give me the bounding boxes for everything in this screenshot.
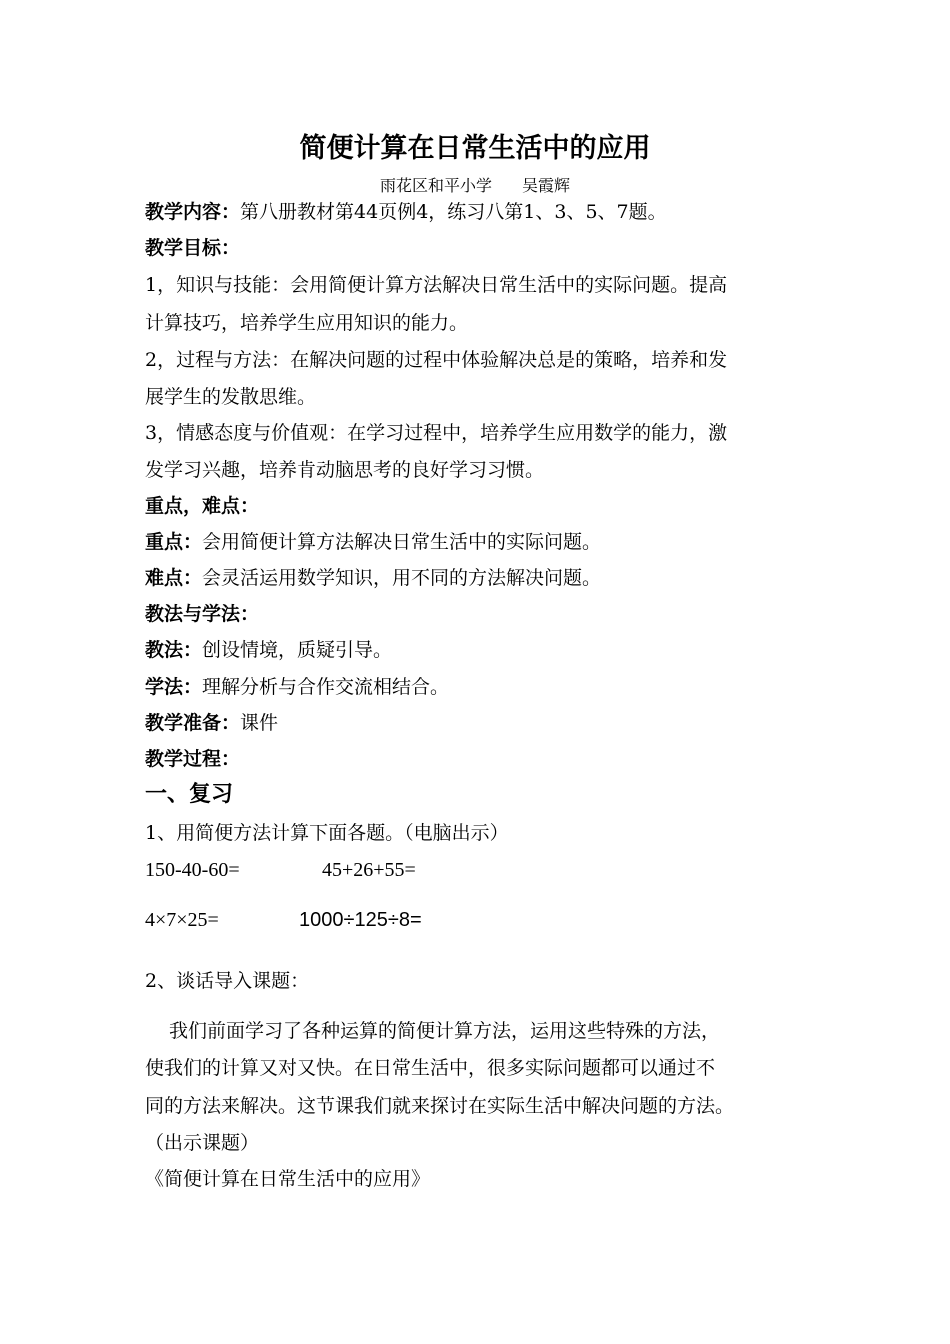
teaching-method-label: 教法： — [145, 639, 203, 661]
key-point-line — [145, 529, 825, 555]
learning-method-label: 学法： — [145, 676, 203, 698]
preparation-text: 课件 — [240, 712, 279, 734]
learning-method-line — [145, 674, 825, 700]
preparation-label: 教学准备： — [145, 712, 241, 734]
difficult-point-line — [145, 565, 825, 591]
difficult-point-label: 难点： — [145, 567, 203, 589]
lesson-topic: 《简便计算在日常生活中的应用》 — [145, 1168, 431, 1190]
keypoints-label: 重点，难点： — [145, 495, 260, 517]
goal-2-line-1: 2，过程与方法：在解决问题的过程中体验解决总是的策略，培养和发 — [145, 349, 728, 371]
author-name: 吴霞辉 — [522, 176, 571, 195]
goal-3-line-1: 3，情感态度与价值观：在学习过程中，培养学生应用数学的能力，激 — [145, 422, 728, 444]
learning-method-text: 理解分析与合作交流相结合。 — [202, 676, 450, 698]
teaching-method-line — [145, 637, 825, 663]
intro-paragraph-line-4: （出示课题） — [145, 1132, 260, 1154]
intro-paragraph-line-3: 同的方法来解决。这节课我们就来探讨在实际生活中解决问题的方法。 — [145, 1095, 735, 1117]
section-review-heading: 一、复习 — [145, 782, 234, 807]
intro-paragraph-line-2: 使我们的计算又对又快。在日常生活中，很多实际问题都可以通过不 — [145, 1057, 716, 1079]
goal-2-line-2: 展学生的发散思维。 — [145, 386, 317, 408]
question-1: 1、用简便方法计算下面各题。（电脑出示） — [145, 822, 509, 844]
goal-1-line-2: 计算技巧，培养学生应用知识的能力。 — [145, 312, 469, 334]
teaching-method-text: 创设情境，质疑引导。 — [202, 639, 393, 661]
keypoints-heading — [145, 493, 825, 519]
process-heading — [145, 746, 825, 772]
process-label: 教学过程： — [145, 748, 241, 770]
methods-heading — [145, 601, 825, 627]
methods-label: 教法与学法： — [145, 603, 260, 625]
page-title: 简便计算在日常生活中的应用 — [299, 133, 651, 164]
expression-3: 4×7×25= — [145, 909, 219, 931]
key-point-label: 重点： — [145, 531, 203, 553]
author-school: 雨花区和平小学 — [379, 176, 492, 195]
goals-label: 教学目标： — [145, 237, 241, 259]
question-2: 2、谈话导入课题： — [145, 970, 310, 992]
key-point-text: 会用简便计算方法解决日常生活中的实际问题。 — [202, 531, 602, 553]
author-line — [0, 175, 950, 197]
content-text: 第八册教材第44页例4，练习八第1、3、5、7题。 — [240, 201, 667, 223]
content-line — [145, 199, 825, 225]
difficult-point-text: 会灵活运用数学知识，用不同的方法解决问题。 — [202, 567, 602, 589]
intro-paragraph-line-1: 我们前面学习了各种运算的简便计算方法，运用这些特殊的方法， — [169, 1020, 721, 1042]
goals-heading — [145, 235, 825, 261]
goal-1-line-1: 1，知识与技能：会用简便计算方法解决日常生活中的实际问题。提高 — [145, 274, 728, 296]
expression-4: 1000÷125÷8= — [299, 909, 422, 931]
goal-3-line-2: 发学习兴趣，培养肯动脑思考的良好学习习惯。 — [145, 459, 545, 481]
expression-1: 150-40-60= — [145, 859, 240, 881]
expression-2: 45+26+55= — [322, 859, 416, 881]
preparation-line — [145, 710, 825, 736]
content-label: 教学内容： — [145, 201, 241, 223]
